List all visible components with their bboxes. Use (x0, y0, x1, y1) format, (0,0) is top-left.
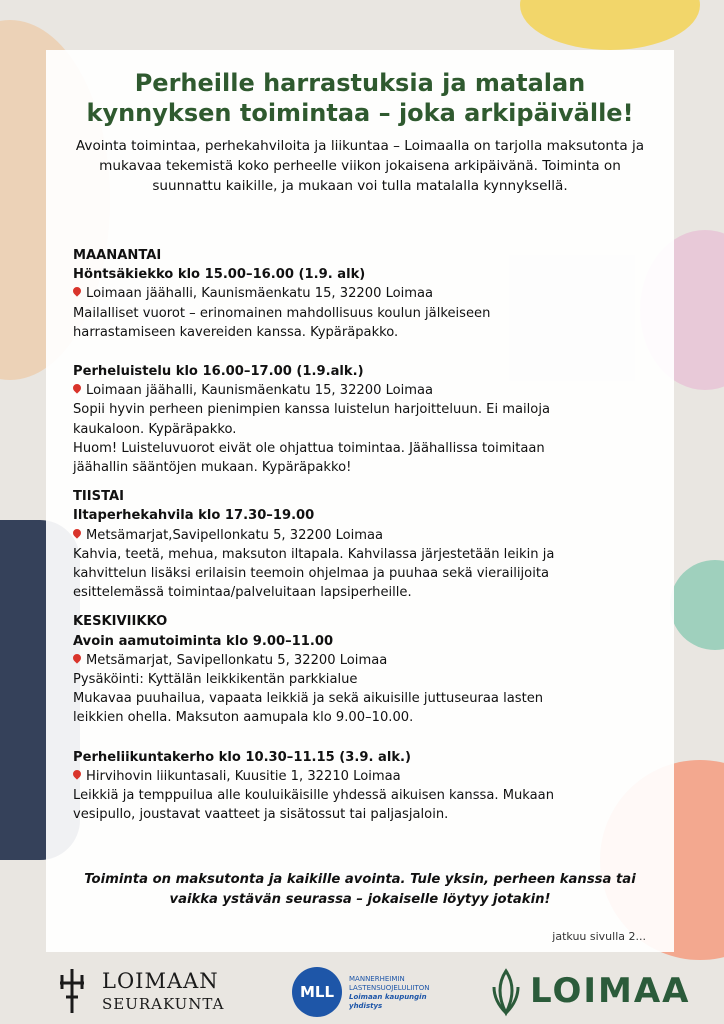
event-location: Metsämarjat,Savipellonkatu 5, 32200 Loimaa (73, 526, 652, 545)
location-pin-icon (73, 654, 81, 664)
content-card (46, 50, 674, 952)
closing-text (76, 870, 644, 910)
closing-line-1: Toiminta on maksutonta ja kaikille avointa. Tule yksin, perheen kanssa tai (84, 872, 636, 887)
wheat-icon (488, 967, 524, 1017)
location-pin-icon (73, 384, 81, 394)
event-line: Kahvia, teetä, mehua, maksuton iltapala. Kahvilassa järjestetään leikin ja (73, 546, 555, 562)
cross-tree-icon (52, 963, 96, 1017)
event-title: Avoin aamutoiminta klo 9.00–11.00 (73, 633, 334, 649)
location-pin-icon (73, 287, 81, 297)
event-location: Loimaan jäähalli, Kaunismäenkatu 15, 32200 Loimaa (73, 284, 652, 303)
event-line: Mailalliset vuorot – erinomainen mahdollisuus koulun jälkeiseen (73, 305, 491, 321)
event-line: vesipullo, joustavat vaatteet ja sisätossut tai paljasjaloin. (73, 807, 449, 823)
closing-line-2: vaikka ystävän seurassa – jokaiselle löytyy jotakin! (169, 892, 551, 907)
mint-shape (670, 560, 724, 650)
loimaa-city-logo: LOIMAA (488, 967, 524, 1021)
logo-bar: LOIMAAN SEURAKUNTA MLL MANNERHEIMIN LASTENSUOJELULIITON Loimaan kaupungin yhdistys LOIMAA (0, 955, 724, 1024)
event-line: Leikkiä ja temppuilua alle kouluikäisille yhdessä aikuisen kanssa. Mukaan (73, 788, 555, 804)
event-line: kahvittelun lisäksi erilaisin teemoin ohjelmaa ja puuhaa sekä vierailijoita (73, 566, 549, 582)
event-line: kaukaloon. Kypäräpakko. (73, 421, 237, 437)
event-line: harrastamiseen kavereiden kanssa. Kypäräpakko. (73, 324, 399, 340)
event-line: Sopii hyvin perheen pienimpien kanssa luistelun harjoitteluun. Ei mailoja (73, 402, 550, 418)
event-line: esittelemässä toimintaa/palveluitaan lapsiperheille. (73, 585, 412, 601)
loimaan-seurakunta-logo: LOIMAAN SEURAKUNTA (52, 963, 96, 1021)
intro-text: Avointa toimintaa, perhekahviloita ja liikuntaa – Loimaalla on tarjolla maksutonta ja mukavaa tekemistä koko perheelle viikon jokaisena arkipäivänä. Toiminta on suunnattu kaikille, ja mukaan voi tulla matalalla kynnyksellä. (75, 138, 645, 194)
event-line: Huom! Luisteluvuorot eivät ole ohjattua toimintaa. Jäähallissa toimitaan (73, 440, 545, 456)
event-line: Mukavaa puuhailua, vapaata leikkiä ja sekä aikuisille juttuseuraa lasten (73, 691, 544, 707)
event-location: Metsämarjat, Savipellonkatu 5, 32200 Loimaa (73, 651, 652, 670)
event-line: Pysäköinti: Kyttälän leikkikentän parkkialue (73, 672, 358, 688)
continued-note: jatkuu sivulla 2... (552, 930, 646, 943)
event-title: Perheliikuntakerho klo 10.30–11.15 (3.9. alk.) (73, 749, 412, 765)
event-line: jäähallin sääntöjen mukaan. Kypäräpakko! (73, 460, 352, 476)
location-pin-icon (73, 770, 81, 780)
event-location: Loimaan jäähalli, Kaunismäenkatu 15, 32200 Loimaa (73, 381, 652, 400)
schedule (73, 246, 652, 824)
mll-badge: MLL (292, 967, 342, 1017)
title-line-1: Perheille harrastuksia ja matalan (134, 69, 586, 97)
event-title: Höntsäkiekko klo 15.00–16.00 (1.9. alk) (73, 267, 366, 283)
day-heading-tuesday: TIISTAI (73, 489, 125, 505)
location-pin-icon (73, 529, 81, 539)
event-title: Iltaperhekahvila klo 17.30–19.00 (73, 508, 315, 524)
day-heading-monday: MAANANTAI (73, 248, 162, 263)
yellow-shape (520, 0, 700, 50)
day-heading-wednesday: KESKIVIIKKO (73, 614, 168, 630)
event-title: Perheluistelu klo 16.00–17.00 (1.9.alk.) (73, 364, 364, 380)
page-title (46, 68, 674, 128)
event-location: Hirvihovin liikuntasali, Kuusitie 1, 32210 Loimaa (73, 767, 652, 786)
title-line-2: kynnyksen toimintaa – joka arkipäivälle! (86, 99, 634, 127)
event-line: leikkien ohella. Maksuton aamupala klo 9.00–10.00. (73, 710, 414, 726)
